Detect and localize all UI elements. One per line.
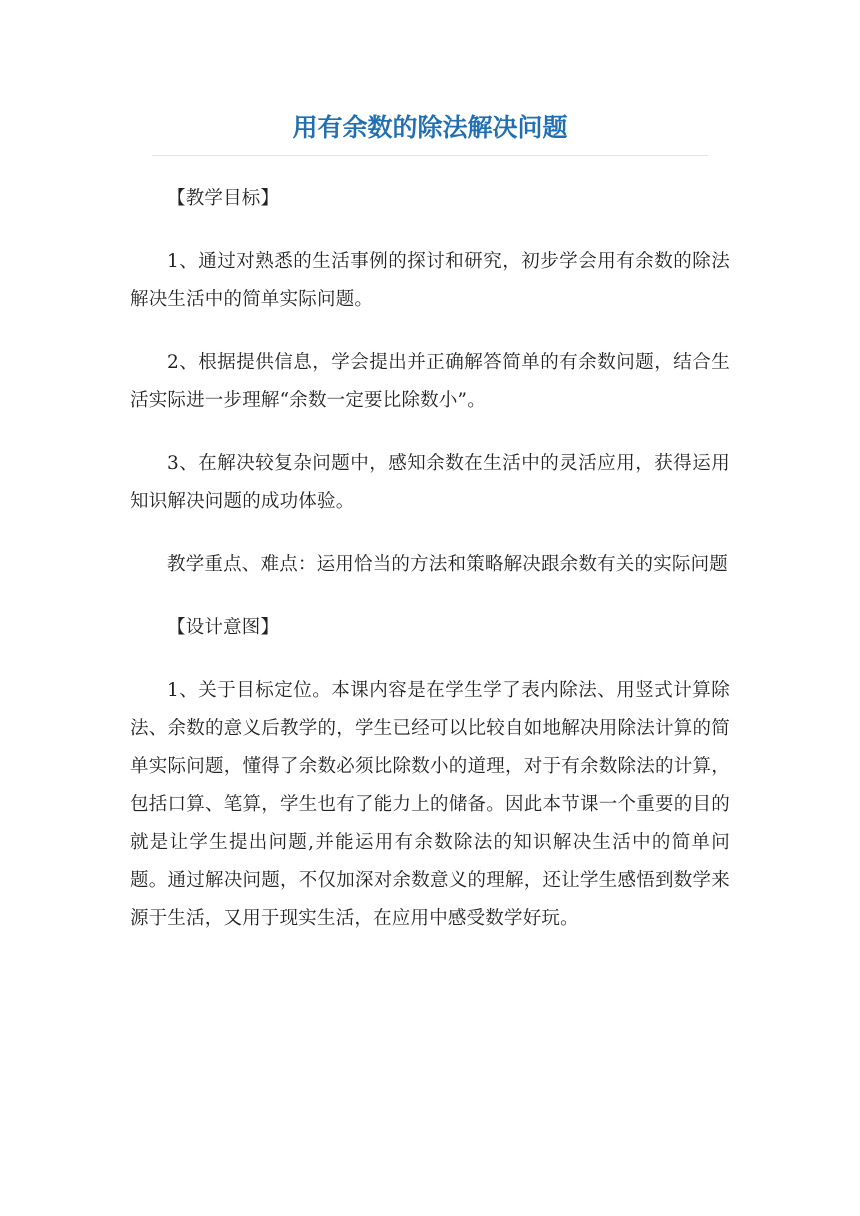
goal-item-2: 2、根据提供信息，学会提出并正确解答简单的有余数问题，结合生活实际进一步理解“余数一定要比除数小”。 xyxy=(130,352,730,411)
goal-item-3: 3、在解决较复杂问题中，感知余数在生活中的灵活应用，获得运用知识解决问题的成功体验。 xyxy=(130,453,730,512)
goal-item-1: 1、通过对熟悉的生活事例的探讨和研究，初步学会用有余数的除法解决生活中的简单实际问题。 xyxy=(130,251,730,310)
document-title: 用有余数的除法解决问题 xyxy=(292,113,568,142)
design-item-1: 1、关于目标定位。本课内容是在学生学了表内除法、用竖式计算除法、余数的意义后教学的，学生已经可以比较自如地解决用除法计算的简单实际问题，懂得了余数必须比除数小的道理，对于有余数除法的计算，包括口算、笔算，学生也有了能力上的储备。因此本节课一个重要的目的就是让学生提出问题,并能运用有余数除法的知识解决生活中的简单问题。通过解决问题，不仅加深对余数意义的理解，还让学生感悟到数学来源于生活，又用于现实生活，在应用中感受数学好玩。 xyxy=(130,680,730,929)
section-heading-design-intent: 【设计意图】 xyxy=(167,617,280,638)
section-heading-teaching-goals: 【教学目标】 xyxy=(167,188,280,209)
title-divider xyxy=(152,155,708,156)
key-points-paragraph: 教学重点、难点：运用恰当的方法和策略解决跟余数有关的实际问题 xyxy=(167,554,729,575)
document-body xyxy=(130,180,730,963)
